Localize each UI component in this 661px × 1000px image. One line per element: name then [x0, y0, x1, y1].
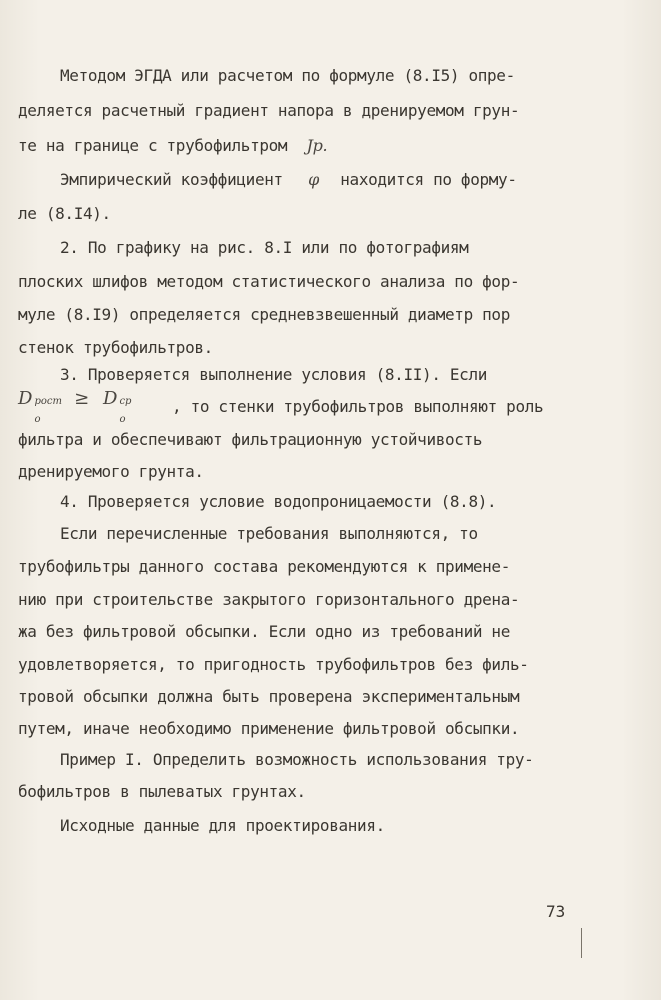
d-left-subscript: o — [34, 414, 41, 425]
comparison-sign: ≥ — [74, 388, 90, 409]
text-line-24: Исходные данные для проектирования. — [60, 816, 385, 835]
d-right-subscript: o — [119, 414, 126, 425]
text-line-5: ле (8.I4). — [18, 204, 111, 223]
text-line-7: плоских шлифов методом статистического анализа по фор- — [18, 272, 520, 291]
coefficient-symbol: φ — [308, 170, 319, 189]
text-line-13: дренируемого грунта. — [18, 462, 204, 481]
text-line-6: 2. По графику на рис. 8.I или по фотографиям — [60, 238, 469, 257]
text-line-9: стенок трубофильтров. — [18, 338, 213, 357]
text-line-17: нию при строительстве закрытого горизонтального дрена- — [18, 590, 520, 609]
text-line-21: путем, иначе необходимо применение фильтровой обсыпки. — [18, 719, 520, 738]
text-line-15: Если перечисленные требования выполняются, то — [60, 524, 478, 543]
d-right-superscript: ср — [119, 396, 132, 407]
text-line-3 — [18, 136, 327, 156]
text-line-4-text-a: Эмпирический коэффициент — [60, 170, 283, 189]
page-number: 73 — [546, 902, 566, 921]
text-line-23: бофильтров в пылеватых грунтах. — [18, 782, 306, 801]
d-left-superscript: рост — [34, 396, 62, 407]
text-line-3-text: те на границе с трубофильтром — [18, 136, 288, 155]
text-line-8: муле (8.I9) определяется средневзвешенный диаметр пор — [18, 305, 510, 324]
text-line-4 — [60, 170, 517, 190]
text-line-16: трубофильтры данного состава рекомендуются к примене- — [18, 557, 510, 576]
text-line-12: фильтра и обеспечивают фильтрационную устойчивость — [18, 430, 483, 449]
text-line-4-text-b: находится по форму- — [340, 170, 517, 189]
text-line-10: 3. Проверяется выполнение условия (8.II). Если — [60, 365, 488, 384]
text-line-22: Пример I. Определить возможность использования тру- — [60, 750, 534, 769]
text-line-1: Методом ЭГДА или расчетом по формуле (8.I5) опре- — [60, 66, 515, 85]
gradient-symbol: Jp. — [306, 136, 328, 155]
d-symbol-right: D — [103, 388, 118, 409]
text-line-2: деляется расчетный градиент напора в дренируемом грун- — [18, 101, 520, 120]
text-line-18: жа без фильтровой обсыпки. Если одно из требований не — [18, 622, 510, 641]
condition-formula — [18, 388, 137, 425]
d-symbol-left: D — [18, 388, 33, 409]
text-line-19: удовлетворяется, то пригодность трубофильтров без филь- — [18, 655, 529, 674]
text-line-14: 4. Проверяется условие водопроницаемости (8.8). — [60, 492, 497, 511]
margin-mark — [581, 928, 582, 958]
text-line-20: тровой обсыпки должна быть проверена экспериментальным — [18, 687, 520, 706]
text-line-11: , то стенки трубофильтров выполняют роль — [172, 397, 544, 416]
